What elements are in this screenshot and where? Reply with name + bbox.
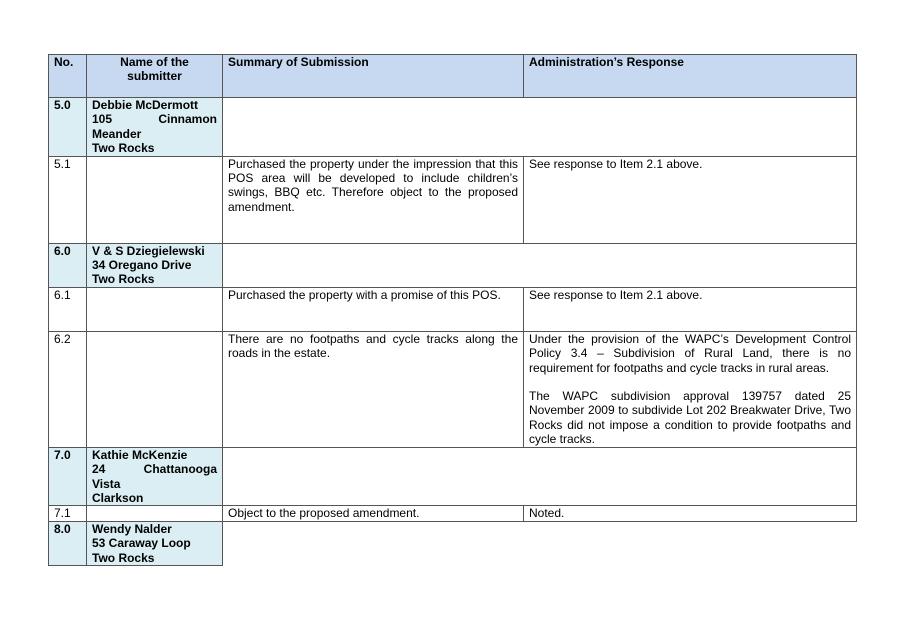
blank-cell — [223, 521, 857, 565]
header-no: No. — [49, 55, 87, 98]
section-row — [49, 243, 857, 287]
submitter-line: Kathie McKenzie — [92, 447, 188, 462]
response-text: See response to Item 2.1 above. — [529, 287, 703, 302]
response-cell — [524, 156, 857, 243]
submitter-line: Two Rocks — [92, 141, 155, 156]
table-row — [49, 331, 857, 447]
empty-name-cell — [87, 506, 223, 521]
summary-cell: Object to the proposed amendment. — [223, 506, 524, 521]
section-row — [49, 447, 857, 506]
response-text: Noted. — [529, 506, 565, 521]
empty-name-cell — [87, 156, 223, 243]
submitter-text: Cinnamon — [158, 112, 217, 127]
submitter-text: 24 — [92, 462, 106, 477]
empty-name-cell — [87, 287, 223, 331]
summary-cell: Purchased the property with a promise of this POS. — [223, 287, 524, 331]
item-number: 6.1 — [49, 287, 87, 331]
response-text: Under the provision of the WAPC’s Development Control Policy 3.4 – Subdivision of Rural Land, there is no requirement for footpaths and cycle tracks in rural areas. — [529, 331, 851, 375]
summary-cell: There are no footpaths and cycle tracks along the roads in the estate. — [223, 331, 524, 447]
submitter-line: 34 Oregano Drive — [92, 258, 192, 273]
submitter-text: 105 — [92, 112, 113, 127]
section-row — [49, 98, 857, 157]
submitter-line: 53 Caraway Loop — [92, 536, 191, 551]
submitter-line: Debbie McDermott — [92, 98, 199, 112]
response-text: The WAPC subdivision approval 139757 dated 25 November 2009 to subdivide Lot 202 Breakwater Drive, Two Rocks did not impose a condition to provide footpaths and cycle tracks. — [529, 389, 851, 447]
table-header-row — [49, 55, 857, 98]
submissions-table — [48, 54, 857, 566]
header-summary: Summary of Submission — [223, 55, 524, 98]
submitter-text: Chattanooga — [143, 462, 217, 477]
empty-name-cell — [87, 331, 223, 447]
section-number: 5.0 — [49, 98, 87, 157]
blank-cell — [223, 243, 857, 287]
section-number: 7.0 — [49, 447, 87, 506]
submitter-line: Meander — [92, 126, 142, 141]
submitter-line: Wendy Nalder — [92, 521, 172, 536]
submitter-line: Two Rocks — [92, 272, 155, 287]
section-number: 6.0 — [49, 243, 87, 287]
table-row — [49, 287, 857, 331]
item-number: 7.1 — [49, 506, 87, 521]
response-cell — [524, 287, 857, 331]
submitter-line: Vista — [92, 476, 121, 491]
header-name: Name of the submitter — [87, 55, 223, 98]
submitter-name — [87, 243, 223, 287]
header-response: Administration’s Response — [524, 55, 857, 98]
submitter-line: Clarkson — [92, 490, 144, 505]
section-number: 8.0 — [49, 521, 87, 565]
submitter-line: Two Rocks — [92, 550, 155, 565]
blank-cell — [223, 447, 857, 506]
summary-cell: Purchased the property under the impression that this POS area will be developed to include children’s swings, BBQ etc. Therefore object to the proposed amendment. — [223, 156, 524, 243]
item-number: 5.1 — [49, 156, 87, 243]
section-row — [49, 521, 857, 565]
response-cell — [524, 506, 857, 521]
submitter-line — [92, 462, 217, 476]
blank-cell — [223, 98, 857, 157]
response-cell — [524, 331, 857, 447]
table-row — [49, 156, 857, 243]
item-number: 6.2 — [49, 331, 87, 447]
submitter-name — [87, 98, 223, 157]
submitter-name — [87, 521, 223, 565]
submitter-line: V & S Dziegielewski — [92, 243, 205, 258]
response-text: See response to Item 2.1 above. — [529, 156, 703, 171]
submitter-line — [92, 112, 217, 126]
table-row — [49, 506, 857, 521]
submitter-name — [87, 447, 223, 506]
